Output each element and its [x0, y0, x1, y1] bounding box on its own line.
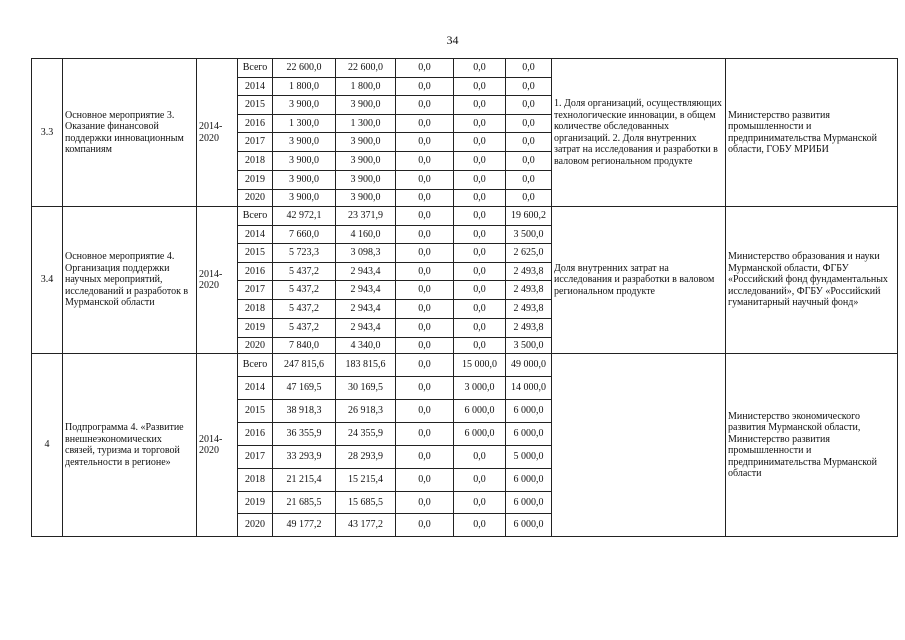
funding-cell: 5 437,2 [273, 281, 336, 300]
table-row [32, 354, 898, 377]
funding-cell: 0,0 [396, 263, 454, 281]
year-cell: 2019 [238, 171, 273, 190]
funding-cell: 5 437,2 [273, 263, 336, 281]
year-cell: 2020 [238, 190, 273, 207]
funding-cell: 0,0 [396, 133, 454, 152]
funding-cell: 26 918,3 [336, 400, 396, 423]
funding-cell: 0,0 [506, 171, 552, 190]
funding-cell: 42 972,1 [273, 207, 336, 226]
funding-cell: 3 900,0 [336, 190, 396, 207]
activity-index: 3.4 [32, 207, 63, 354]
funding-cell: 2 625,0 [506, 244, 552, 263]
activity-period: 2014-2020 [197, 207, 238, 354]
funding-cell: 0,0 [396, 514, 454, 537]
program-activities-table [31, 58, 898, 537]
funding-cell: 0,0 [454, 263, 506, 281]
funding-cell: 0,0 [396, 78, 454, 96]
funding-cell: 0,0 [396, 338, 454, 354]
year-cell: Всего [238, 207, 273, 226]
funding-cell: 0,0 [396, 300, 454, 319]
funding-cell: 5 437,2 [273, 300, 336, 319]
funding-cell: 2 943,4 [336, 263, 396, 281]
activity-name: Основное мероприятие 4. Организация поддержки научных мероприятий, исследований и разработок в Мурманской области [63, 207, 197, 354]
funding-cell: 3 900,0 [336, 152, 396, 171]
activity-name: Подпрограмма 4. «Развитие внешнеэкономических связей, туризма и торговой деятельности в регионе» [63, 354, 197, 537]
year-cell: 2018 [238, 300, 273, 319]
funding-cell: 3 900,0 [273, 152, 336, 171]
funding-cell: 6 000,0 [454, 400, 506, 423]
funding-cell: 0,0 [396, 190, 454, 207]
funding-cell: 0,0 [396, 492, 454, 514]
year-cell: 2014 [238, 78, 273, 96]
funding-cell: 0,0 [454, 133, 506, 152]
funding-cell: 14 000,0 [506, 377, 552, 400]
year-cell: 2016 [238, 263, 273, 281]
funding-cell: 0,0 [396, 469, 454, 492]
funding-cell: 2 493,8 [506, 263, 552, 281]
funding-cell: 3 900,0 [336, 171, 396, 190]
responsible-executors: Министерство экономического развития Мурманской области, Министерство развития промышленности и предпринимательства Мурманской области [726, 354, 898, 537]
funding-cell: 0,0 [396, 207, 454, 226]
funding-cell: 3 900,0 [336, 133, 396, 152]
responsible-executors: Министерство образования и науки Мурманской области, ФГБУ «Российский фонд фундаментальных исследований», ФГБУ «Российский гуманитарный научный фонд» [726, 207, 898, 354]
funding-cell: 3 500,0 [506, 338, 552, 354]
funding-cell: 0,0 [454, 78, 506, 96]
funding-cell: 3 900,0 [336, 96, 396, 115]
funding-cell: 183 815,6 [336, 354, 396, 377]
funding-cell: 0,0 [396, 171, 454, 190]
year-cell: 2019 [238, 492, 273, 514]
funding-cell: 0,0 [454, 190, 506, 207]
funding-cell: 0,0 [396, 115, 454, 133]
funding-cell: 43 177,2 [336, 514, 396, 537]
activity-period: 2014-2020 [197, 59, 238, 207]
funding-cell: 0,0 [506, 133, 552, 152]
funding-cell: 33 293,9 [273, 446, 336, 469]
funding-cell: 15 215,4 [336, 469, 396, 492]
funding-cell: 15 685,5 [336, 492, 396, 514]
activity-index: 4 [32, 354, 63, 537]
funding-cell: 0,0 [506, 78, 552, 96]
page-number: 34 [446, 33, 459, 47]
funding-cell: 22 600,0 [273, 59, 336, 78]
funding-cell: 4 160,0 [336, 226, 396, 244]
funding-cell: 6 000,0 [506, 423, 552, 446]
funding-cell: 15 000,0 [454, 354, 506, 377]
funding-cell: 0,0 [454, 469, 506, 492]
funding-cell: 28 293,9 [336, 446, 396, 469]
funding-cell: 0,0 [454, 226, 506, 244]
funding-cell: 19 600,2 [506, 207, 552, 226]
funding-cell: 1 800,0 [336, 78, 396, 96]
year-cell: Всего [238, 59, 273, 78]
funding-cell: 0,0 [454, 59, 506, 78]
year-cell: 2019 [238, 319, 273, 338]
funding-cell: 0,0 [454, 171, 506, 190]
funding-cell: 30 169,5 [336, 377, 396, 400]
funding-cell: 7 840,0 [273, 338, 336, 354]
year-cell: 2015 [238, 400, 273, 423]
funding-cell: 1 300,0 [273, 115, 336, 133]
funding-cell: 0,0 [454, 300, 506, 319]
funding-cell: 3 900,0 [273, 96, 336, 115]
activity-index: 3.3 [32, 59, 63, 207]
table-row [32, 207, 898, 226]
funding-cell: 0,0 [506, 152, 552, 171]
funding-cell: 4 340,0 [336, 338, 396, 354]
funding-cell: 2 943,4 [336, 281, 396, 300]
funding-cell: 0,0 [396, 400, 454, 423]
target-indicators: 1. Доля организаций, осуществляющих технологические инновации, в общем количестве обследованных организаций. 2. Доля внутренних затрат на исследования и разработки в валовом региональном продукте [552, 59, 726, 207]
activity-period: 2014-2020 [197, 354, 238, 537]
funding-cell: 0,0 [506, 96, 552, 115]
funding-cell: 3 900,0 [273, 190, 336, 207]
funding-cell: 0,0 [396, 281, 454, 300]
funding-cell: 3 000,0 [454, 377, 506, 400]
funding-cell: 0,0 [454, 514, 506, 537]
funding-cell: 0,0 [396, 377, 454, 400]
funding-cell: 247 815,6 [273, 354, 336, 377]
funding-cell: 0,0 [396, 59, 454, 78]
funding-cell: 49 177,2 [273, 514, 336, 537]
funding-cell: 1 800,0 [273, 78, 336, 96]
funding-cell: 2 943,4 [336, 300, 396, 319]
funding-cell: 36 355,9 [273, 423, 336, 446]
funding-cell: 0,0 [396, 152, 454, 171]
funding-cell: 0,0 [396, 96, 454, 115]
responsible-executors: Министерство развития промышленности и предпринимательства Мурманской области, ГОБУ МРИБИ [726, 59, 898, 207]
funding-cell: 0,0 [396, 423, 454, 446]
funding-cell: 0,0 [454, 152, 506, 171]
target-indicators [552, 354, 726, 537]
funding-cell: 0,0 [396, 354, 454, 377]
funding-cell: 47 169,5 [273, 377, 336, 400]
funding-cell: 21 215,4 [273, 469, 336, 492]
funding-cell: 1 300,0 [336, 115, 396, 133]
funding-cell: 3 900,0 [273, 171, 336, 190]
target-indicators: Доля внутренних затрат на исследования и разработки в валовом региональном продукте [552, 207, 726, 354]
funding-cell: 0,0 [396, 446, 454, 469]
funding-cell: 0,0 [454, 446, 506, 469]
funding-cell: 3 098,3 [336, 244, 396, 263]
funding-cell: 0,0 [506, 115, 552, 133]
funding-cell: 2 493,8 [506, 281, 552, 300]
year-cell: 2014 [238, 226, 273, 244]
funding-cell: 7 660,0 [273, 226, 336, 244]
year-cell: 2015 [238, 244, 273, 263]
funding-cell: 0,0 [454, 492, 506, 514]
year-cell: 2017 [238, 446, 273, 469]
funding-cell: 6 000,0 [454, 423, 506, 446]
funding-cell: 22 600,0 [336, 59, 396, 78]
funding-cell: 0,0 [454, 207, 506, 226]
year-cell: 2020 [238, 514, 273, 537]
funding-cell: 0,0 [454, 244, 506, 263]
funding-cell: 0,0 [454, 281, 506, 300]
funding-cell: 21 685,5 [273, 492, 336, 514]
year-cell: 2017 [238, 133, 273, 152]
funding-cell: 0,0 [396, 244, 454, 263]
activity-name: Основное мероприятие 3. Оказание финансовой поддержки инновационным компаниям [63, 59, 197, 207]
funding-cell: 23 371,9 [336, 207, 396, 226]
year-cell: 2020 [238, 338, 273, 354]
year-cell: 2014 [238, 377, 273, 400]
year-cell: 2015 [238, 96, 273, 115]
funding-cell: 49 000,0 [506, 354, 552, 377]
funding-cell: 0,0 [506, 190, 552, 207]
year-cell: 2016 [238, 423, 273, 446]
year-cell: 2017 [238, 281, 273, 300]
funding-cell: 5 437,2 [273, 319, 336, 338]
funding-cell: 0,0 [454, 115, 506, 133]
funding-cell: 0,0 [454, 338, 506, 354]
funding-cell: 24 355,9 [336, 423, 396, 446]
funding-cell: 5 000,0 [506, 446, 552, 469]
funding-cell: 38 918,3 [273, 400, 336, 423]
funding-cell: 2 943,4 [336, 319, 396, 338]
year-cell: 2018 [238, 152, 273, 171]
funding-cell: 0,0 [454, 96, 506, 115]
funding-cell: 2 493,8 [506, 319, 552, 338]
funding-cell: 3 900,0 [273, 133, 336, 152]
funding-cell: 0,0 [454, 319, 506, 338]
funding-cell: 0,0 [396, 226, 454, 244]
funding-cell: 6 000,0 [506, 514, 552, 537]
table-row [32, 59, 898, 78]
funding-cell: 0,0 [506, 59, 552, 78]
funding-cell: 2 493,8 [506, 300, 552, 319]
year-cell: 2016 [238, 115, 273, 133]
funding-cell: 5 723,3 [273, 244, 336, 263]
funding-cell: 0,0 [396, 319, 454, 338]
funding-cell: 3 500,0 [506, 226, 552, 244]
year-cell: 2018 [238, 469, 273, 492]
year-cell: Всего [238, 354, 273, 377]
funding-cell: 6 000,0 [506, 492, 552, 514]
funding-cell: 6 000,0 [506, 469, 552, 492]
funding-cell: 6 000,0 [506, 400, 552, 423]
